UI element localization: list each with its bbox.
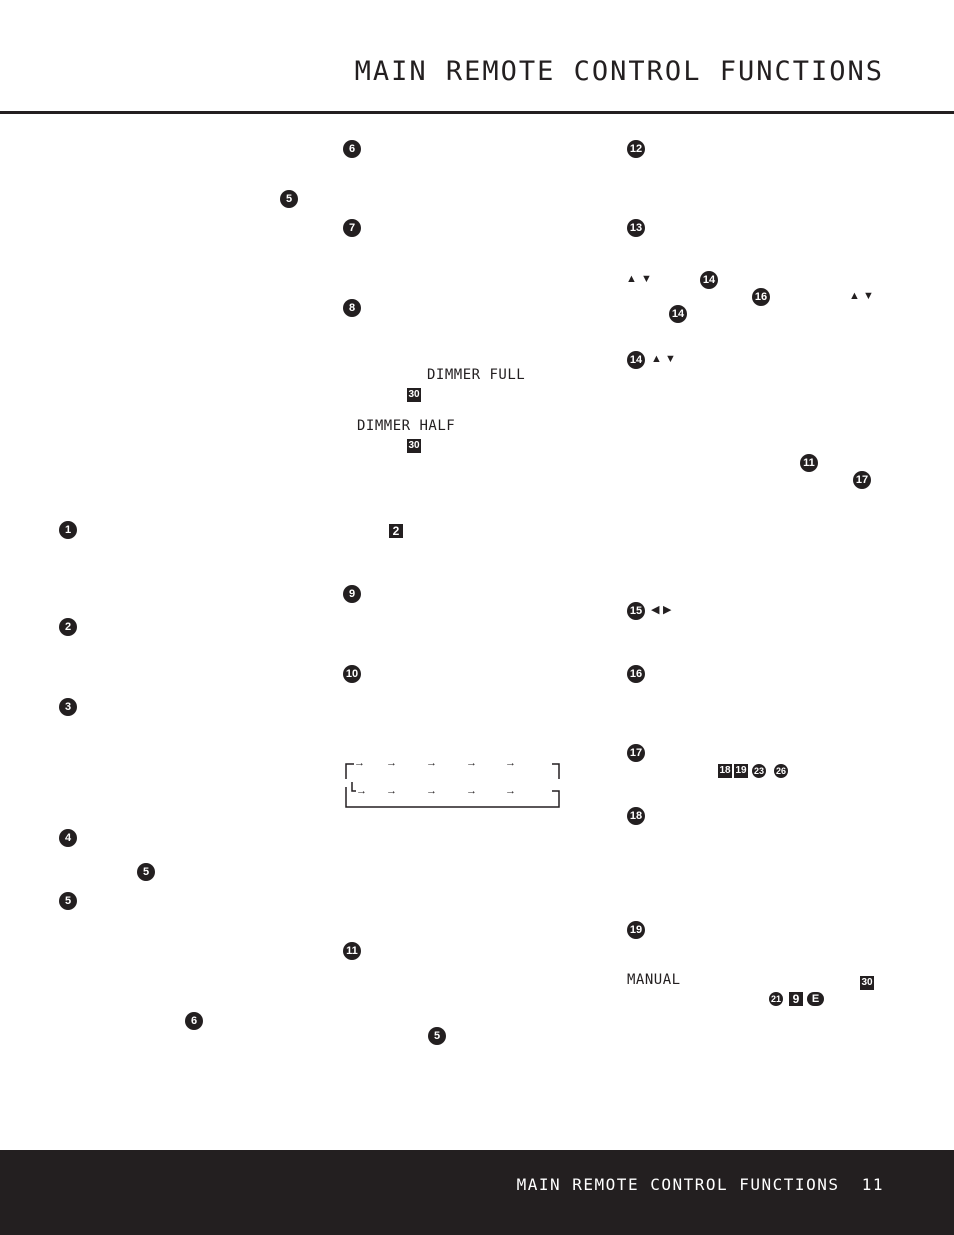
callout-e: E <box>807 992 824 1006</box>
callout-15: 15 <box>627 602 645 620</box>
square-callout-19: 19 <box>735 765 747 776</box>
page-title: MAIN REMOTE CONTROL FUNCTIONS <box>354 56 884 87</box>
flow-arrow-icon: → <box>356 785 367 797</box>
callout-8: 8 <box>343 299 361 317</box>
callout-21: 21 <box>769 992 783 1006</box>
callout-17: 17 <box>627 744 645 762</box>
footer-bar <box>0 1150 954 1235</box>
square-callout-30: 30 <box>408 440 420 451</box>
down-arrow-icon: ▼ <box>641 273 652 285</box>
flow-arrow-icon: → <box>466 757 477 769</box>
flow-arrow-icon: → <box>426 785 437 797</box>
callout-10: 10 <box>343 665 361 683</box>
right-arrow-icon: ▶ <box>663 604 672 616</box>
callout-14: 14 <box>669 305 687 323</box>
callout-16: 16 <box>627 665 645 683</box>
flow-arrow-icon: → <box>386 757 397 769</box>
flow-arrow-icon: → <box>505 785 516 797</box>
flow-arrow-icon: → <box>426 757 437 769</box>
callout-12: 12 <box>627 140 645 158</box>
callout-5: 5 <box>280 190 298 208</box>
callout-5: 5 <box>428 1027 446 1045</box>
callout-17: 17 <box>853 471 871 489</box>
callout-11: 11 <box>343 942 361 960</box>
callout-5: 5 <box>137 863 155 881</box>
callout-4: 4 <box>59 829 77 847</box>
flow-arrow-icon: → <box>386 785 397 797</box>
callout-14: 14 <box>627 351 645 369</box>
flow-arrow-icon: → <box>354 757 365 769</box>
callout-1: 1 <box>59 521 77 539</box>
down-arrow-icon: ▼ <box>863 290 874 302</box>
footer-title: MAIN REMOTE CONTROL FUNCTIONS <box>516 1175 840 1194</box>
square-callout-30: 30 <box>861 977 873 988</box>
square-callout-18: 18 <box>719 765 731 776</box>
callout-14: 14 <box>700 271 718 289</box>
footer-text <box>517 1175 884 1194</box>
flow-arrow-icon: → <box>466 785 477 797</box>
display-dimmer-full: DIMMER FULL <box>427 367 526 383</box>
flow-arrow-icon: → <box>505 757 516 769</box>
square-callout-2: 2 <box>389 524 403 538</box>
callout-3: 3 <box>59 698 77 716</box>
callout-9: 9 <box>343 585 361 603</box>
callout-6: 6 <box>343 140 361 158</box>
callout-2: 2 <box>59 618 77 636</box>
callout-6: 6 <box>185 1012 203 1030</box>
down-arrow-icon: ▼ <box>665 353 676 365</box>
square-callout-9: 9 <box>789 992 803 1006</box>
callout-7: 7 <box>343 219 361 237</box>
callout-19: 19 <box>627 921 645 939</box>
callout-26: 26 <box>774 764 788 778</box>
callout-13: 13 <box>627 219 645 237</box>
header-rule <box>0 111 954 114</box>
up-arrow-icon: ▲ <box>626 273 637 285</box>
left-arrow-icon: ◀ <box>651 604 660 616</box>
display-dimmer-half: DIMMER HALF <box>357 418 456 434</box>
flow-diagram <box>340 755 565 815</box>
callout-23: 23 <box>752 764 766 778</box>
callout-16: 16 <box>752 288 770 306</box>
callout-18: 18 <box>627 807 645 825</box>
display-manual: MANUAL <box>627 972 681 988</box>
square-callout-30: 30 <box>408 389 420 400</box>
callout-11: 11 <box>800 454 818 472</box>
up-arrow-icon: ▲ <box>849 290 860 302</box>
up-arrow-icon: ▲ <box>651 353 662 365</box>
callout-5: 5 <box>59 892 77 910</box>
page-number: 11 <box>861 1175 884 1194</box>
